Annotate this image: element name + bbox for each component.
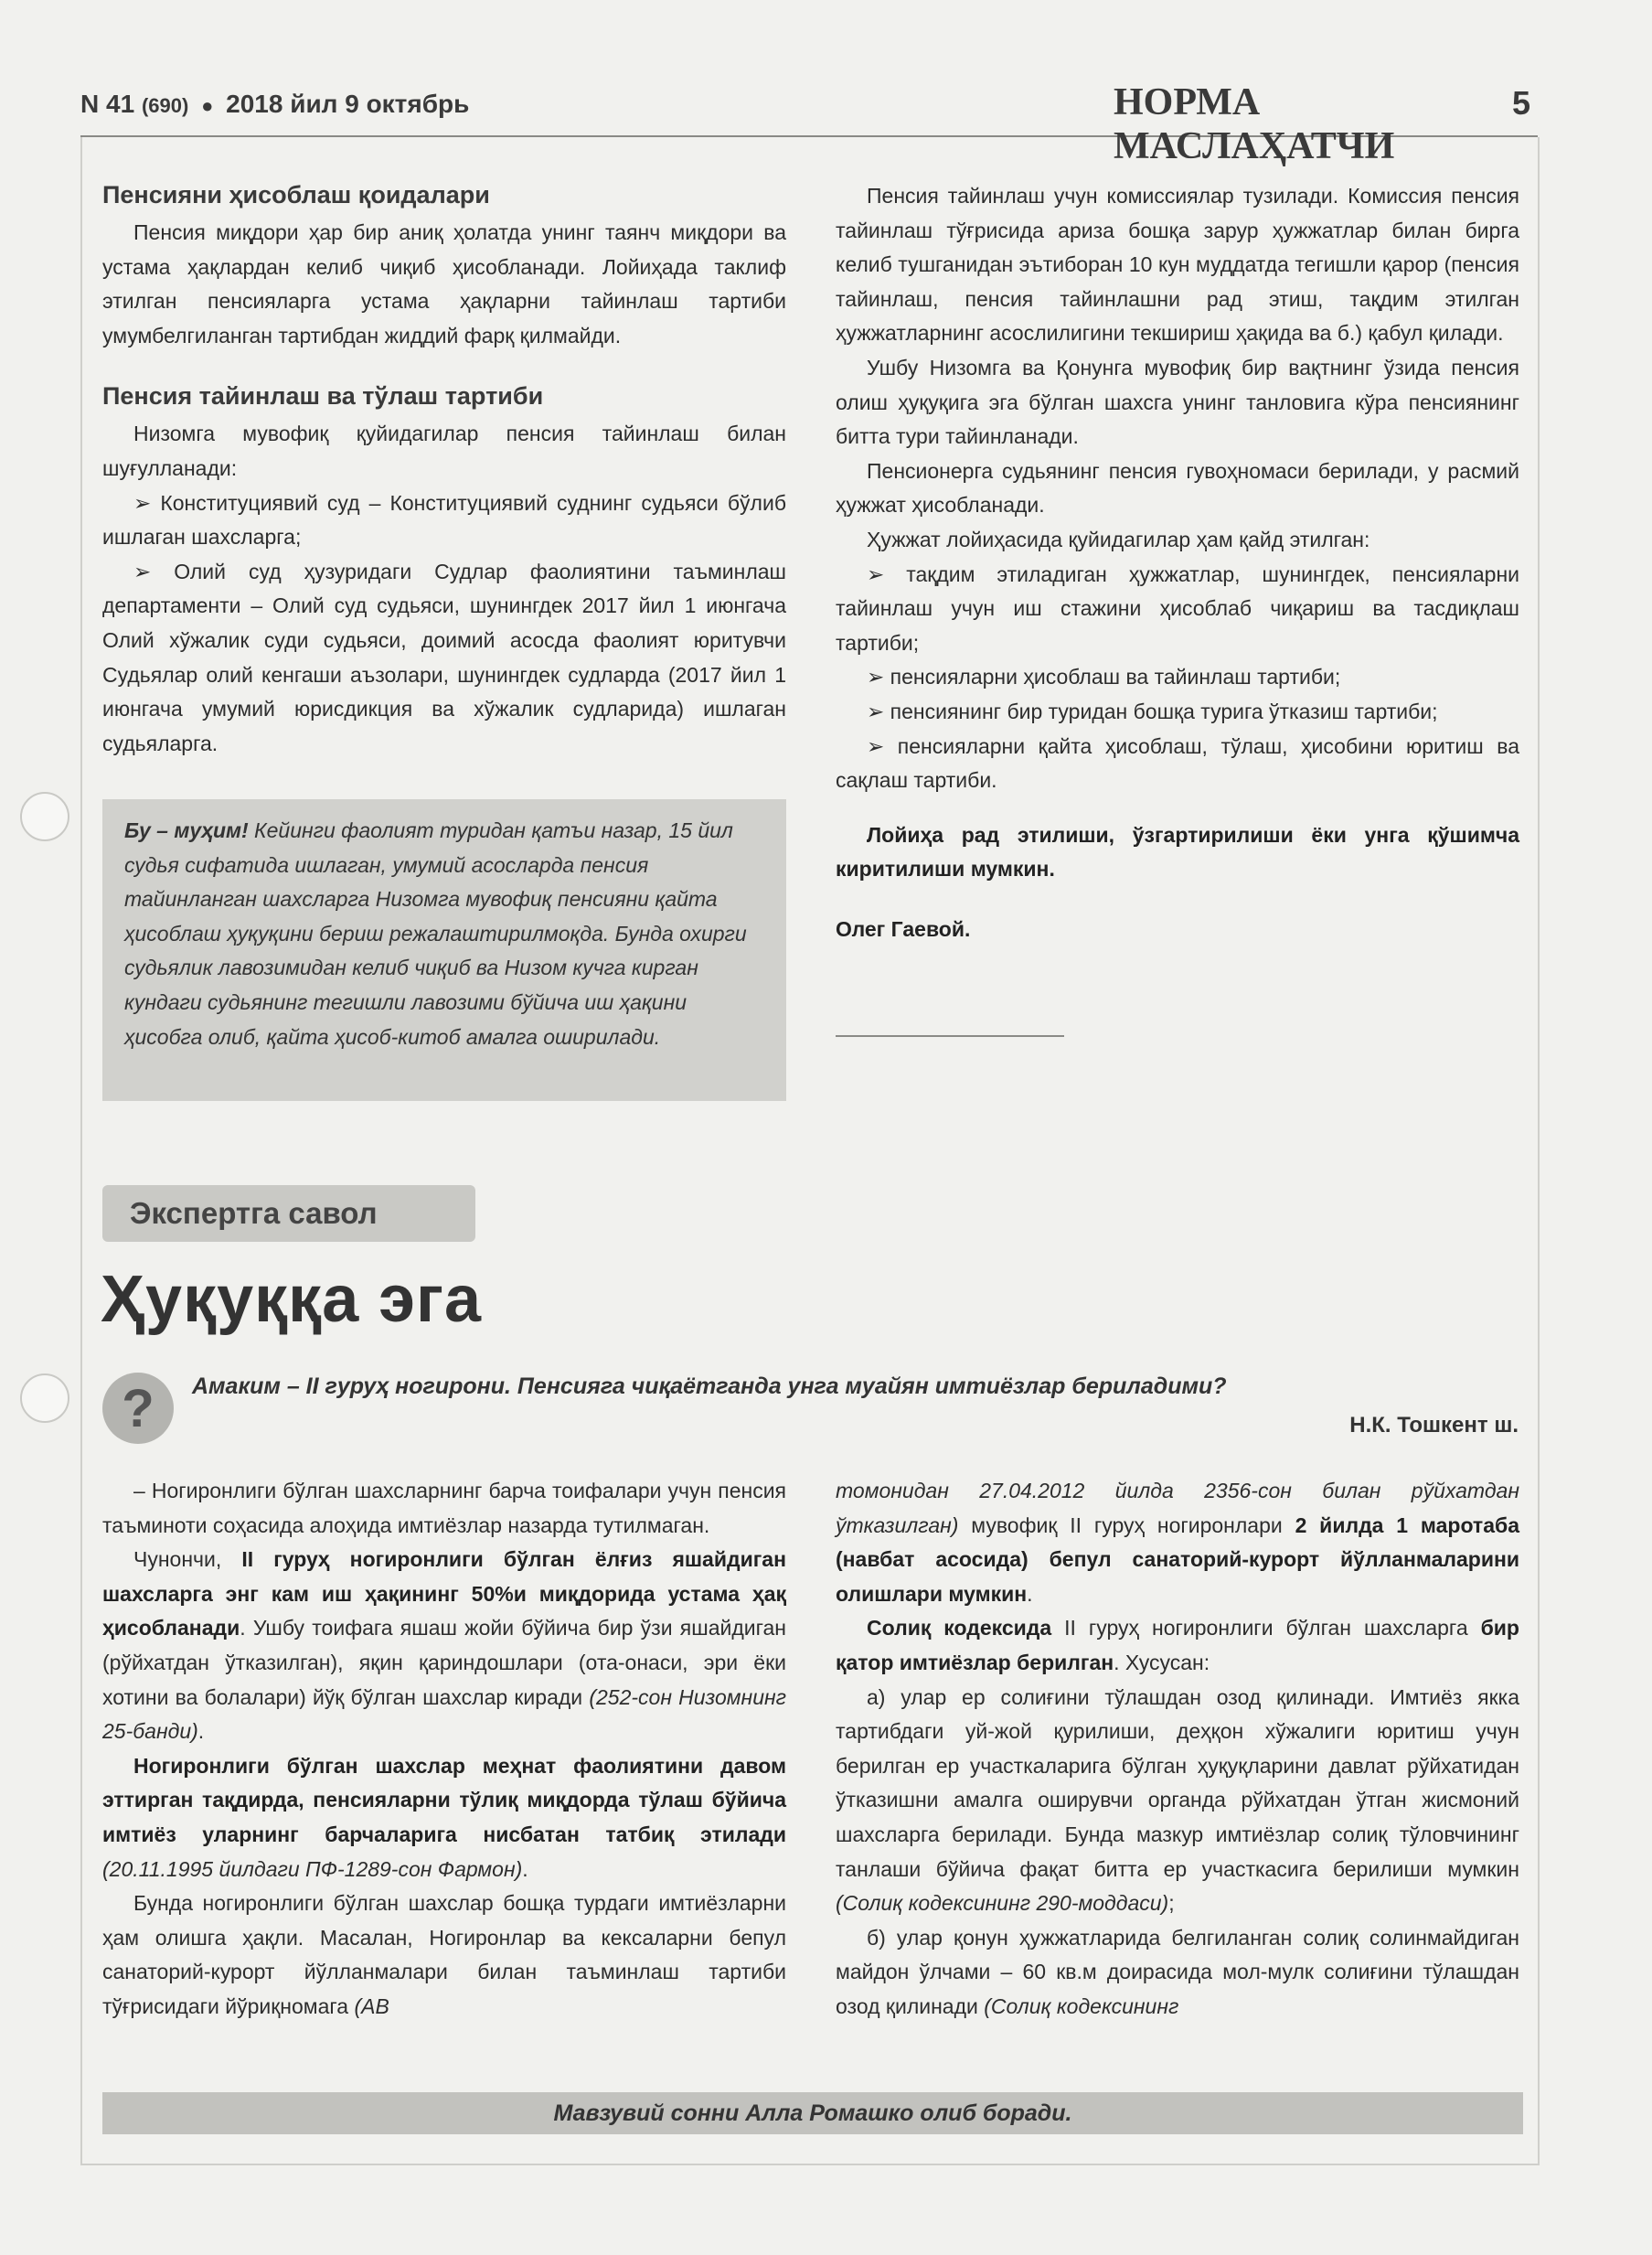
issue-total: (690) (141, 94, 189, 117)
punch-hole (20, 1373, 69, 1423)
callout-text: Кейинги фаолият туридан қатъи назар, 15 йил судья сифатида ишлаган, умумий асосларда пенсия тайинланган шахсларга Низомга мувофиқ пенсияни қайта ҳисоблаш ҳуқуқини бериш режалаштирилмоқда. Бунда охирги судьялик лавозимидан келиб чиқиб ва Низом кучга кирган кундаги судьянинг тегишли лавозими бўйича иш ҳақини ҳисобга олиб, қайта ҳисоб-китоб амалга оширилади. (124, 818, 747, 1049)
issue-info (80, 90, 469, 119)
paragraph: Ушбу Низомга ва Қонунга мувофиқ бир вақтнинг ўзида пенсия олиш ҳуқуқига эга бўлган шахсга унинг танловига кўра пенсиянинг битта тури тайинланади. (836, 355, 1519, 449)
callout-lead: Бу – муҳим! (124, 818, 249, 842)
paragraph: Низомга мувофиқ қуйидагилар пенсия тайинлаш билан шуғулланади: (102, 422, 786, 480)
issue-number: N 41 (80, 90, 135, 118)
bold-paragraph: Лойиҳа рад этилиши, ўзгартирилиши ёки унга қўшимча киритилиши мумкин. (836, 822, 1519, 882)
paragraph: Ҳужжат лойиҳасида қуйидагилар ҳам қайд этилган: (867, 527, 1370, 551)
paragraph: Пенсионерга судьянинг пенсия гувоҳномаси берилади, у расмий ҳужжат ҳисобланади. (836, 458, 1519, 518)
footer-bar: Мавзувий сонни Алла Ромашко олиб боради. (102, 2092, 1523, 2134)
right-column-top (836, 179, 1519, 946)
paragraph: Пенсия миқдори ҳар бир аниқ ҳолатда унинг таянч миқдори ва устама ҳақлардан келиб чиқиб ҳисобланади. Лойиҳада таклиф этилган пенсияларга устама ҳақларни тайинлаш тартиби умумбелгиланган тартибдан жиддий фарқ қилмайди. (102, 220, 786, 347)
signature-rule (836, 1035, 1064, 1037)
section-heading: Пенсия тайинлаш ва тўлаш тартиби (102, 382, 544, 411)
list-item: ➢ пенсиянинг бир туридан бошқа турига ўтказиш тартиби; (867, 699, 1438, 723)
signature: Олег Гаевой. (836, 916, 971, 941)
list-item: ➢ пенсияларни қайта ҳисоблаш, тўлаш, ҳисобини юритиш ва сақлаш тартиби. (836, 733, 1519, 793)
paragraph: Бунда ногиронлиги бўлган шахслар бошқа турдаги имтиёзларни ҳам олишга ҳақли. Масалан, Ногиронлар ва кексаларни бепул санаторий-курорт йўлланмалари билан таъминлаш тартиби тўғрисидаги йўриқномага (АВ (102, 1891, 786, 2018)
paragraph: Чунончи, II гуруҳ ногиронлиги бўлган ёлғиз яшайдиган шахсларга энг кам иш ҳақининг 50%и миқдорида устама ҳақ ҳисобланади. Ушбу тоифага яшаш жойи бўйича бир ўзи яшайдиган (рўйхатдан ўтказилган), яқин қариндошлари (ота-онаси, эри ёки хотини ва болалари) йўқ бўлган шахслар киради (252-сон Низомнинг 25-банди). (102, 1547, 786, 1744)
left-column-top (102, 179, 786, 761)
article-headline: Ҳуқуққа эга (101, 1263, 483, 1336)
paragraph: а) улар ер солиғини тўлашдан озод қилинади. Имтиёз якка тартибдаги уй-жой қурилиши, деҳқон хўжалиги юритиш учун берилган ер участкаларига бўлган ҳуқуқларини давлат рўйхатидан ўтказишни амалга оширувчи органда рўйхатдан ўтган жисмоний шахсларга берилади. Бунда мазкур имтиёзлар солиқ тўловчининг танлаши бўйича фақат битта ер участкасига берилиши мумкин (Солиқ кодексининг 290-моддаси); (836, 1684, 1519, 1916)
list-item: ➢ Конституциявий суд – Конституциявий суднинг судьяси бўлиб ишлаган шахсларга; (102, 490, 786, 550)
paragraph: Ногиронлиги бўлган шахслар меҳнат фаолиятини давом эттирган тақдирда, пенсияларни тўлиқ миқдорда тўлаш бўйича имтиёз уларнинг барчаларига нисбатан татбиқ этилади (20.11.1995 йилдаги ПФ-1289-сон Фармон). (102, 1753, 786, 1881)
left-column-bottom (102, 1474, 786, 2025)
question-author: Н.К. Тошкент ш. (1349, 1413, 1519, 1437)
right-column-bottom (836, 1474, 1519, 2025)
page-header (80, 80, 1538, 167)
paragraph: б) улар қонун ҳужжатларида белгиланган солиқ солинмайдиган майдон ўлчами – 60 кв.м доирасида мол-мулк солиғини тўлашдан озод қилинади (Солиқ кодексининг (836, 1925, 1519, 2018)
list-item: ➢ Олий суд ҳузуридаги Судлар фаолиятини таъминлаш департаменти – Олий суд судьяси, шунингдек 2017 йил 1 июнгача Олий хўжалик суди судьяси, доимий асосда фаолият юритувчи Судьялар олий кенгаши аъзолари, шунингдек судларда (2017 йил 1 июнгача умумий юрисдикция ва хўжалик судларида) ишлаган судьяларга. (102, 559, 786, 755)
paragraph: Солиқ кодексида II гуруҳ ногиронлиги бўлган шахсларга бир қатор имтиёзлар берилган. Хусусан: (836, 1616, 1519, 1674)
reader-question: Амаким – II гуруҳ ногирони. Пенсияга чиқаётганда унга муайян имтиёзлар бериладими? (192, 1373, 1227, 1399)
issue-date: 2018 йил 9 октябрь (226, 90, 470, 118)
list-item: ➢ пенсияларни ҳисоблаш ва тайинлаш тартиби; (867, 665, 1341, 689)
section-heading: Пенсияни ҳисоблаш қоидалари (102, 181, 490, 208)
punch-hole (20, 792, 69, 841)
important-callout (102, 799, 786, 1101)
list-item: ➢ тақдим этиладиган ҳужжатлар, шунингдек, пенсияларни тайинлаш учун иш стажини ҳисоблаб чиқариш ва тасдиқлаш тартиби; (836, 561, 1519, 655)
page-number: 5 (1511, 84, 1530, 122)
question-icon: ? (102, 1373, 174, 1444)
paragraph: – Ногиронлиги бўлган шахсларнинг барча тоифалари учун пенсия таъминоти соҳасида алоҳида имтиёзлар назарда тутилмаган. (102, 1479, 786, 1537)
masthead: НОРМА МАСЛАҲАТЧИ (1114, 81, 1395, 167)
bullet-dot-icon: ● (201, 94, 214, 117)
section-tag: Экспертга савол (102, 1185, 475, 1242)
paragraph: томонидан 27.04.2012 йилда 2356-сон билан рўйхатдан ўтказилган) мувофиқ II гуруҳ ногиронлари 2 йилда 1 маротаба (навбат асосида) бепул санаторий-курорт йўлланмаларини олишлари мумкин. (836, 1479, 1519, 1606)
paragraph: Пенсия тайинлаш учун комиссиялар тузилади. Комиссия пенсия тайинлаш тўғрисида ариза бошқа зарур ҳужжатлар билан бирга келиб тушганидан эътиборан 10 кун муддатда тегишли қарор (пенсия тайинлаш, пенсия тайинлашни рад этиш, тақдим этилган ҳужжатларнинг асослилигини текшириш ҳақида ва б.) қабул қилади. (836, 184, 1519, 346)
